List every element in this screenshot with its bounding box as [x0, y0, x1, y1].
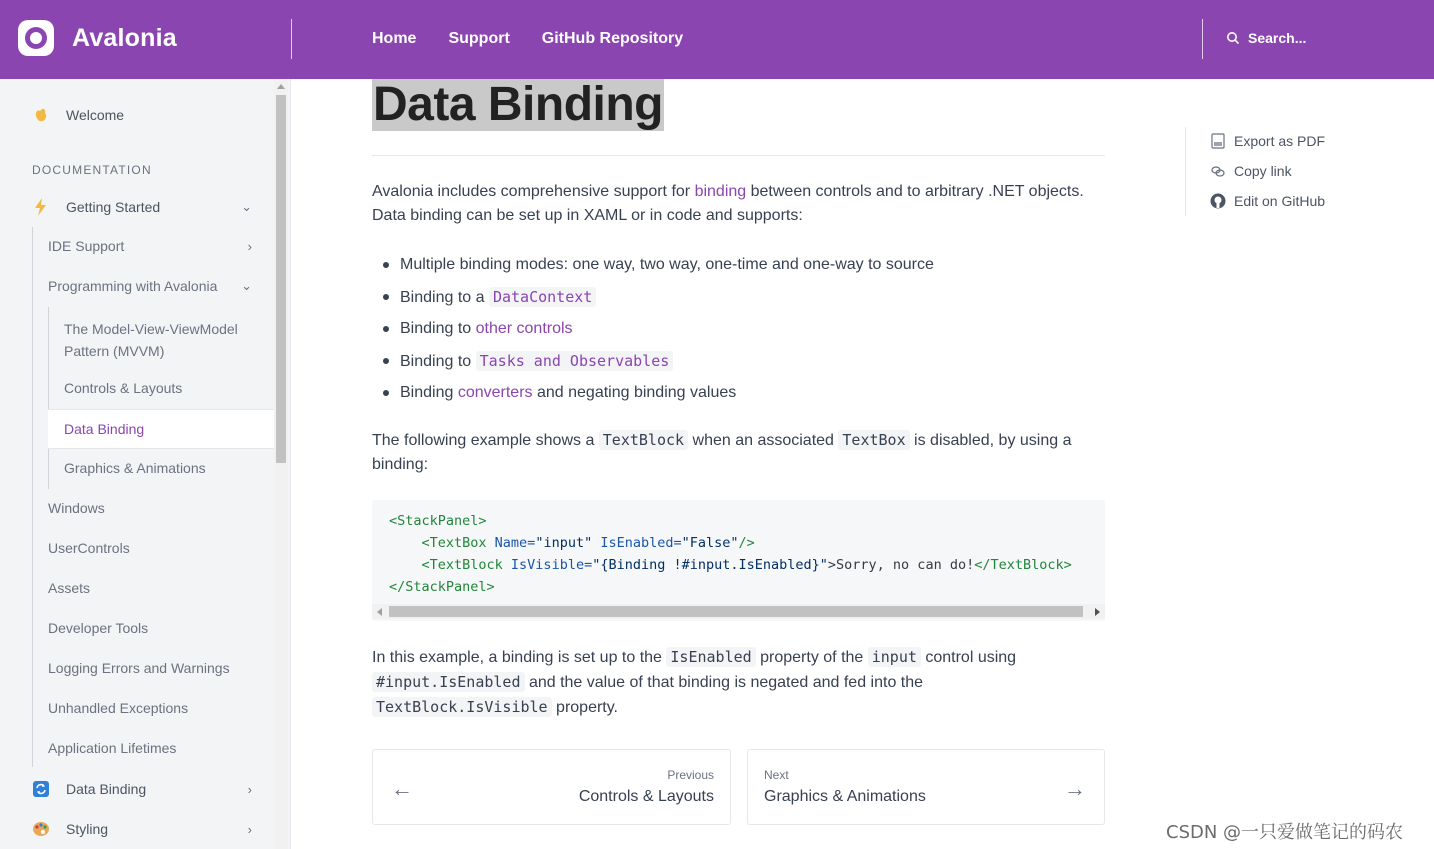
- navbar-divider: [1202, 19, 1203, 59]
- sidebar-item-label: Programming with Avalonia: [48, 278, 218, 294]
- sidebar-item-mvvm[interactable]: The Model-View-ViewModel Pattern (MVVM): [64, 321, 238, 359]
- list-item: Binding to a DataContext: [372, 283, 934, 315]
- sidebar-item-ide-support[interactable]: [48, 238, 262, 254]
- intro-paragraph: Avalonia includes comprehensive support for binding between controls and to arbitrary .NET objects. Data binding can be set up in XAML or in code and supports:: [372, 183, 1084, 224]
- export-pdf-button[interactable]: [1210, 133, 1325, 149]
- sidebar-item-data-binding[interactable]: [32, 780, 262, 798]
- list-item: Multiple binding modes: one way, two way, one-time and one-way to source: [372, 251, 934, 283]
- other-controls-link[interactable]: other controls: [475, 320, 573, 337]
- page-title-highlight: [372, 79, 664, 131]
- arrow-left-icon: ←: [391, 776, 413, 801]
- chevron-right-icon: ›: [247, 781, 252, 797]
- sidebar-item-getting-started[interactable]: [32, 198, 262, 216]
- pdf-icon: [1210, 133, 1226, 149]
- palette-icon: [32, 820, 50, 838]
- waving-hand-icon: [32, 106, 50, 124]
- list-item: Binding to Tasks and Observables: [372, 347, 934, 379]
- sidebar-item-application-lifetimes[interactable]: Application Lifetimes: [48, 740, 177, 756]
- sidebar-item-programming[interactable]: [48, 278, 262, 294]
- sidebar-tree-guide: [48, 307, 49, 489]
- code-scrollbar-thumb[interactable]: [389, 606, 1083, 617]
- inline-code: #input.IsEnabled: [372, 672, 525, 692]
- scroll-right-arrow-icon[interactable]: [1095, 608, 1100, 616]
- converters-link[interactable]: converters: [457, 384, 533, 401]
- github-icon: [1210, 193, 1226, 209]
- export-pdf-label: Export as PDF: [1234, 133, 1326, 149]
- chevron-right-icon: ›: [247, 238, 252, 254]
- search-icon: [1226, 31, 1240, 45]
- link-icon: [1210, 163, 1226, 179]
- previous-title: Controls & Layouts: [578, 788, 714, 805]
- inline-code: TextBlock.IsVisible: [372, 697, 552, 717]
- sidebar-item-label: Welcome: [66, 107, 125, 123]
- nav-github-link[interactable]: GitHub Repository: [541, 30, 684, 47]
- csdn-watermark: CSDN @一只爱做笔记的码农: [1166, 822, 1404, 843]
- scroll-left-arrow-icon[interactable]: [377, 608, 382, 616]
- datacontext-code[interactable]: DataContext: [489, 287, 596, 307]
- sidebar-tree-guide: [32, 227, 33, 767]
- main-nav: [372, 30, 683, 48]
- page-title: Data Binding: [373, 78, 663, 131]
- edit-on-github-label: Edit on GitHub: [1234, 193, 1326, 209]
- example-paragraph: The following example shows a TextBlock when an associated TextBox is disabled, by using a binding:: [372, 431, 1072, 473]
- next-label: Next: [764, 768, 789, 782]
- lightning-icon: [32, 198, 50, 216]
- copy-link-button[interactable]: [1210, 163, 1292, 179]
- avalonia-logo-icon: [18, 20, 54, 56]
- sidebar-scrollbar-thumb[interactable]: [276, 95, 286, 463]
- sidebar-item-data-binding-active[interactable]: [48, 409, 274, 449]
- tasks-observables-code[interactable]: Tasks and Observables: [476, 351, 674, 371]
- nav-home-link[interactable]: Home: [372, 30, 417, 47]
- sidebar-item-assets[interactable]: Assets: [48, 580, 91, 596]
- binding-link[interactable]: binding: [694, 183, 747, 200]
- code-horizontal-scrollbar[interactable]: [372, 604, 1105, 619]
- explanation-paragraph: In this example, a binding is set up to the IsEnabled property of the input control using #input.IsEnabled and the value of that binding is negated and fed into the TextBlock.IsVisible property.: [372, 648, 1017, 716]
- inline-code: TextBlock: [599, 430, 688, 450]
- sidebar-item-graphics-animations[interactable]: Graphics & Animations: [64, 460, 206, 476]
- top-navbar: [0, 0, 1434, 79]
- arrow-right-icon: →: [1064, 776, 1086, 801]
- sidebar-section-heading: DOCUMENTATION: [32, 163, 152, 177]
- nav-support-link[interactable]: Support: [448, 30, 510, 47]
- sidebar: [0, 79, 291, 849]
- previous-page-button[interactable]: [372, 749, 731, 825]
- list-item: Binding converters and negating binding values: [372, 379, 934, 411]
- previous-label: Previous: [667, 768, 714, 782]
- next-title: Graphics & Animations: [764, 788, 926, 805]
- search-placeholder: Search...: [1248, 30, 1307, 46]
- sidebar-item-label: Data Binding: [64, 421, 145, 437]
- sidebar-item-unhandled-exceptions[interactable]: Unhandled Exceptions: [48, 700, 189, 716]
- sidebar-scrollbar[interactable]: [274, 79, 288, 849]
- sidebar-item-label: Data Binding: [66, 781, 147, 797]
- sidebar-item-label: Styling: [66, 821, 109, 837]
- refresh-arrows-icon: [32, 780, 50, 798]
- title-divider: [372, 155, 1105, 156]
- brand-name: Avalonia: [72, 23, 177, 52]
- sidebar-item-label: Getting Started: [66, 199, 161, 215]
- sidebar-item-developer-tools[interactable]: Developer Tools: [48, 620, 149, 636]
- next-page-button[interactable]: [747, 749, 1105, 825]
- chevron-down-icon: ⌄: [241, 278, 252, 293]
- inline-code: input: [868, 647, 921, 667]
- sidebar-item-styling[interactable]: [32, 820, 262, 838]
- copy-link-label: Copy link: [1234, 163, 1292, 179]
- edit-on-github-button[interactable]: [1210, 193, 1325, 209]
- list-item: Binding to other controls: [372, 315, 934, 347]
- inline-code: TextBox: [838, 430, 909, 450]
- page-actions: [1185, 127, 1405, 216]
- sidebar-item-welcome[interactable]: [32, 106, 124, 124]
- sidebar-item-label: IDE Support: [48, 238, 125, 254]
- chevron-right-icon: ›: [247, 821, 252, 837]
- sidebar-item-usercontrols[interactable]: UserControls: [48, 540, 130, 556]
- search-button[interactable]: [1226, 30, 1306, 46]
- inline-code: IsEnabled: [666, 647, 755, 667]
- scroll-up-arrow-icon[interactable]: [277, 84, 285, 89]
- sidebar-item-controls-layouts[interactable]: Controls & Layouts: [64, 380, 183, 396]
- navbar-divider: [291, 19, 292, 59]
- chevron-down-icon: ⌄: [241, 199, 252, 214]
- code-block[interactable]: [372, 500, 1105, 621]
- brand-link[interactable]: [18, 20, 177, 56]
- code-content: <StackPanel> <TextBox Name="input" IsEnabled="False"/> <TextBlock IsVisible="{Binding !#input.IsEnabled}">Sorry, no can do!</TextBlock> </StackPanel>: [389, 513, 1072, 595]
- feature-list: [372, 251, 934, 411]
- sidebar-item-windows[interactable]: Windows: [48, 500, 105, 516]
- sidebar-item-logging[interactable]: Logging Errors and Warnings: [48, 660, 230, 676]
